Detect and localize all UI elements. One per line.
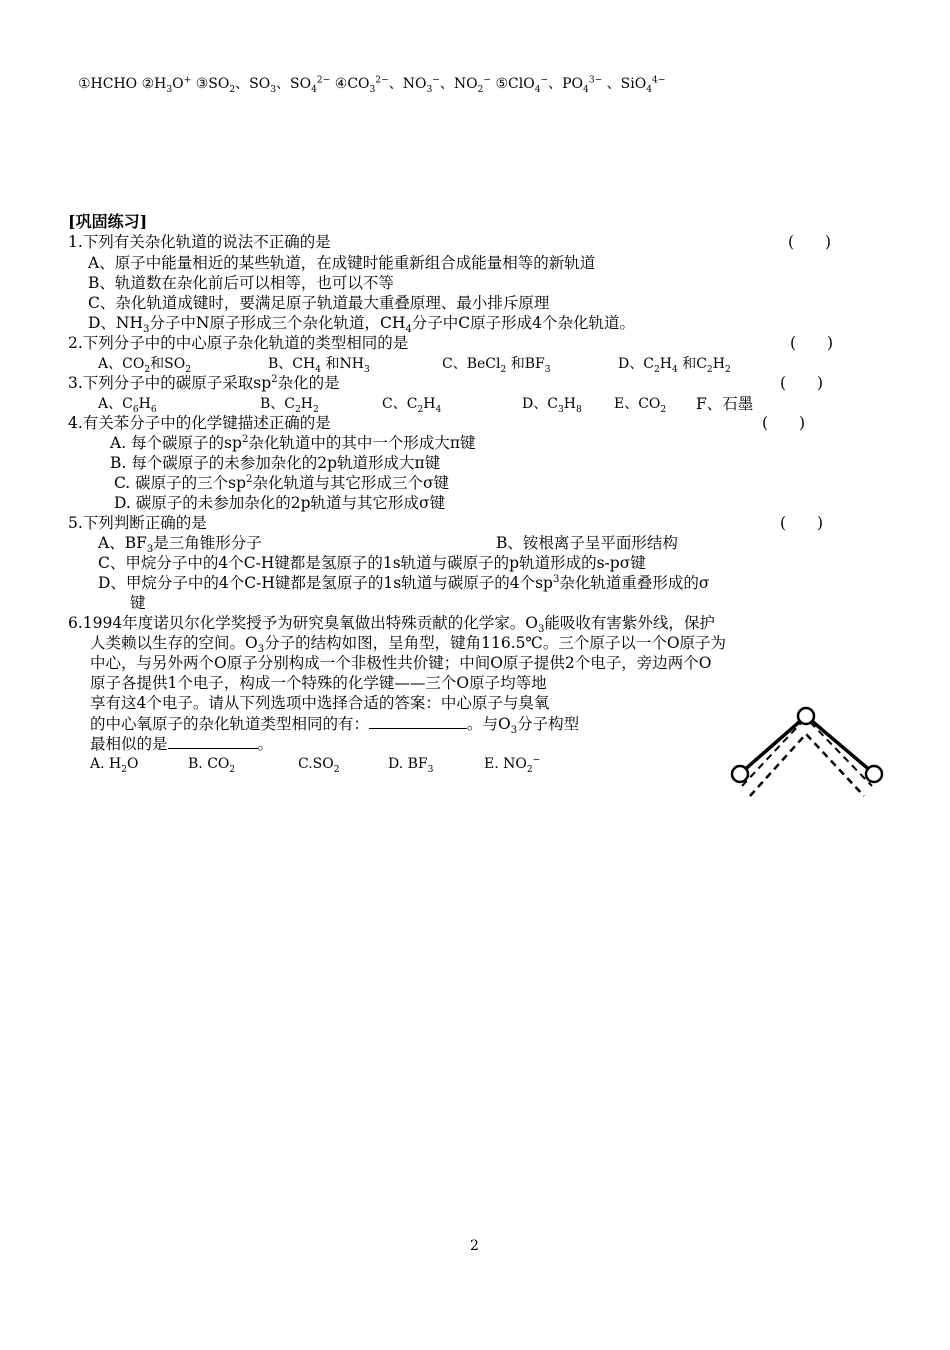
q1-option-d: D、$NH_3$分子中N原子形成三个杂化轨道，$CH_4$分子中C原子形成4个杂化轨道。 [88,314,636,336]
q2-answer-paren: ( ) [790,334,834,352]
q3-option-d: D、$C_3H_8$ [522,396,582,415]
ozone-structure-diagram [728,700,898,810]
q2-stem: 2.下列分子中的中心原子杂化轨道的类型相同的是 [68,334,409,352]
q4-stem: 4.有关苯分子中的化学键描述正确的是 [68,414,331,432]
q5-option-a: A、$BF_3$是三角锥形分子 [98,534,262,556]
page-number: 2 [470,1238,479,1254]
q2-option-b: B、$CH_4$ 和$NH_3$ [268,356,370,375]
q6-line-4: 原子各提供1个电子，构成一个特殊的化学键——三个O原子均等地 [90,674,547,692]
q6-blank-1[interactable] [369,713,467,729]
q3-option-e: E、$CO_2$ [614,396,667,415]
q1-stem: 1.下列有关杂化轨道的说法不正确的是 [68,233,331,251]
section-title: [巩固练习] [68,212,148,231]
q3-option-a: A、$C_6H_6$ [98,396,157,415]
q1-option-a: A、原子中能量相近的某些轨道，在成键时能重新组合成能量相等的新轨道 [88,254,596,272]
q4-option-a: A. 每个碳原子的$sp^2$杂化轨道中的其中一个形成大π键 [110,433,476,452]
q5-option-d-cont: 键 [130,594,146,612]
q4-answer-paren: ( ) [762,414,806,432]
q5-answer-paren: ( ) [780,514,824,532]
q4-option-b: B. 每个碳原子的未参加杂化的2p轨道形成大π键 [110,454,441,472]
q6-line-1: 6.1994年度诺贝尔化学奖授予为研究臭氧做出特殊贡献的化学家。$O_3$能吸收有害紫外线，保护 [68,614,715,636]
q6-line-5: 享有这4个电子。请从下列选项中选择合适的答案：中心原子与臭氧 [90,694,550,712]
q1-answer-paren: ( ) [788,233,832,251]
q6-option-b: B. $CO_2$ [188,756,236,775]
q4-option-d: D. 碳原子的未参加杂化的2p轨道与其它形成σ键 [114,494,446,512]
q5-option-d: D、甲烷分子中的4个C-H键都是氢原子的1s轨道与碳原子的4个$sp^3$杂化轨道重叠形成的σ [98,573,710,592]
q1-option-c: C、杂化轨道成键时，要满足原子轨道最大重叠原理、最小排斥原理 [88,294,550,312]
q6-option-c: $C.SO_2$ [298,756,340,775]
q6-option-e: E. $NO_2^-$ [484,755,541,775]
q6-option-d: D. $BF_3$ [388,756,434,775]
q3-option-b: B、$C_2H_2$ [260,396,319,415]
q3-option-c: C、$C_2H_4$ [382,396,442,415]
q2-option-c: C、BeCl$_2$ 和$BF_3$ [442,356,551,375]
q2-option-d: D、$C_2H_4$ 和$C_2H_2$ [618,356,731,375]
q6-option-a: A. $H_2O$ [90,756,139,775]
q5-option-c: C、甲烷分子中的4个C-H键都是氢原子的1s轨道与碳原子的p轨道形成的s-pσ键 [98,554,646,572]
q3-option-f: F、石墨 [696,395,754,413]
ion-list-line: ①HCHO $②H_3O^+$ $③SO_2$、$SO_3$、$SO_4^{2-}$ $④CO_3^{2-}$、$NO_3^-$、$NO_2^-$ ⑤ClO$_4$−、$PO_4^{3-}$ 、SiO$_4^{4-}$ [78,75,666,95]
q6-line-6: 的中心氧原子的杂化轨道类型相同的有： 。与$O_3$分子构型 [90,715,580,737]
q6-line-3: 中心，与另外两个O原子分别构成一个非极性共价键；中间O原子提供2个电子，旁边两个O [90,654,712,672]
q3-answer-paren: ( ) [780,374,824,392]
q5-stem: 5.下列判断正确的是 [68,514,207,532]
q6-line-2: 人类赖以生存的空间。$O_3$分子的结构如图，呈角型，键角116.5℃。三个原子以一个O原子为 [90,634,727,656]
q2-option-a: A、$CO_2$和$SO_2$ [98,356,191,375]
q4-option-c: C. 碳原子的三个$sp^2$杂化轨道与其它形成三个σ键 [114,473,450,492]
q6-blank-2[interactable] [168,733,258,749]
q3-stem: 3.下列分子中的碳原子采取$sp^2$杂化的是 [68,373,340,392]
q6-line-7: 最相似的是 。 [90,735,274,753]
q1-option-b: B、轨道数在杂化前后可以相等，也可以不等 [88,274,394,292]
q5-option-b: B、铵根离子呈平面形结构 [496,534,678,552]
